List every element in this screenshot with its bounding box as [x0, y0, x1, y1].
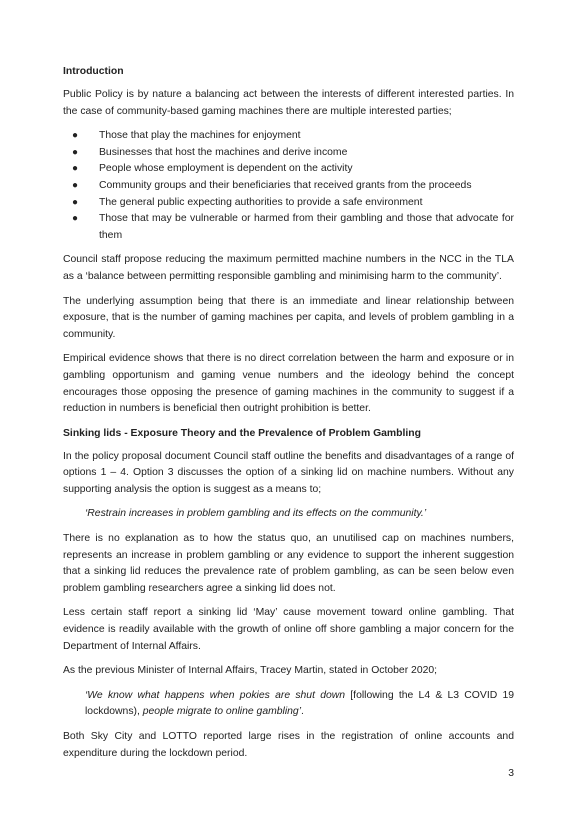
page-number: 3: [508, 768, 514, 779]
bullet-icon: ●: [72, 213, 79, 225]
paragraph: Council staff propose reducing the maximum permitted machine numbers in the NCC in the TLA as a ‘balance between permitting responsible gambling and minimising harm to the community’.: [63, 254, 514, 282]
list-item: ● People whose employment is dependent on the activity: [99, 161, 514, 178]
section-heading-sinking-lids: Sinking lids - Exposure Theory and the Prevalence of Problem Gambling: [63, 427, 421, 439]
list-item: ● Those that play the machines for enjoyment: [99, 128, 514, 145]
page-content: [63, 64, 514, 770]
paragraph: Less certain staff report a sinking lid ‘May’ cause movement toward online gambling. That evidence is readily available with the growth of online off shore gambling a major concern for the Department of Internal Affairs.: [63, 607, 514, 652]
paragraph: In the policy proposal document Council staff outline the benefits and disadvantages of a range of options 1 – 4. Option 3 discusses the option of a sinking lid on machine numbers. Without any supporting analysis the option is suggest as a means to;: [63, 450, 514, 495]
paragraph: Public Policy is by nature a balancing act between the interests of different interested parties. In the case of community-based gaming machines there are multiple interested parties;: [63, 89, 514, 117]
list-item: ● Businesses that host the machines and derive income: [99, 145, 514, 162]
list-item: ● Community groups and their beneficiaries that received grants from the proceeds: [99, 178, 514, 195]
bullet-icon: ●: [72, 196, 79, 208]
block-quote: ‘Restrain increases in problem gambling and its effects on the community.’: [85, 508, 427, 520]
paragraph: There is no explanation as to how the status quo, an unutilised cap on machines numbers, represents an increase in problem gambling or any evidence to support the inherent suggestion that a sinking lid reduces the prevalence rate of problem gambling, as can be seen below even problem gambling researchers agree a sinking lid does not.: [63, 533, 514, 594]
paragraph: Empirical evidence shows that there is no direct correlation between the harm and exposure or in gambling opportunism and gaming venue numbers and the ideology behind the concept encourages those opposing the presence of gaming machines in the community to suggest if a reduction in numbers is beneficial then outright prohibition is better.: [63, 353, 514, 415]
section-heading-introduction: Introduction: [63, 66, 124, 77]
bullet-icon: ●: [72, 163, 79, 175]
paragraph: As the previous Minister of Internal Affairs, Tracey Martin, stated in October 2020;: [63, 665, 438, 677]
list-item: ● Those that may be vulnerable or harmed from their gambling and those that advocate for them: [72, 213, 514, 241]
paragraph: Both Sky City and LOTTO reported large rises in the registration of online accounts and expenditure during the lockdown period.: [63, 731, 514, 759]
bullet-icon: ●: [72, 130, 79, 142]
paragraph: The underlying assumption being that there is an immediate and linear relationship between exposure, that is the number of gaming machines per capita, and levels of problem gambling in a community.: [63, 295, 514, 340]
list-item: ● The general public expecting authorities to provide a safe environment: [99, 195, 514, 212]
bullet-list: [63, 128, 514, 244]
bullet-icon: ●: [72, 179, 79, 191]
bullet-icon: ●: [72, 146, 79, 158]
block-quote: ‘We know what happens when pokies are shut down [following the L4 & L3 COVID 19 lockdowns), people migrate to online gambling’.: [85, 689, 515, 718]
